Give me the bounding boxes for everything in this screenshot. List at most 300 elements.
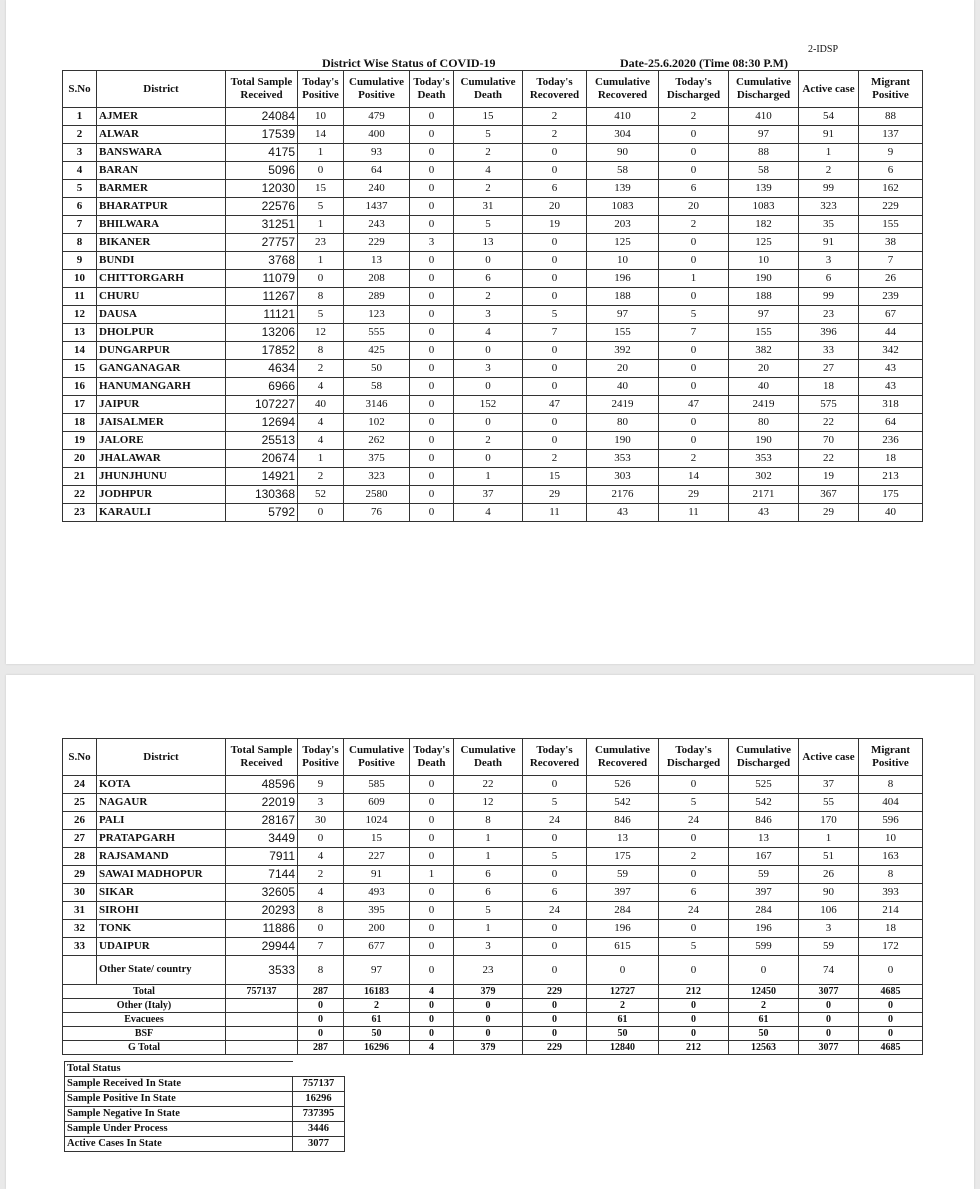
table-cell: 31	[454, 198, 523, 216]
table-cell: 6	[799, 270, 859, 288]
table-cell: 212	[659, 1041, 729, 1055]
table-cell: 40	[729, 378, 799, 396]
table-cell: 12	[298, 324, 344, 342]
table-cell: 18	[63, 414, 97, 432]
table-cell: 0	[298, 920, 344, 938]
table-cell: 1	[799, 830, 859, 848]
table-cell: 4	[298, 848, 344, 866]
table-cell: 0	[523, 378, 587, 396]
table-cell: 0	[410, 848, 454, 866]
table-cell: 8	[298, 902, 344, 920]
table-row	[63, 360, 923, 378]
table-cell: 0	[410, 776, 454, 794]
table-cell: 137	[859, 126, 923, 144]
table-cell: 12450	[729, 985, 799, 999]
district-name: BANSWARA	[97, 144, 226, 162]
summary-label: BSF	[63, 1027, 226, 1041]
district-name: JHUNJHUNU	[97, 468, 226, 486]
table-row	[63, 216, 923, 234]
table-cell: 23	[454, 956, 523, 985]
column-header: S.No	[63, 71, 97, 108]
column-header: Today's Recovered	[523, 739, 587, 776]
table-cell: 302	[729, 468, 799, 486]
table-cell: 0	[454, 414, 523, 432]
table-row	[63, 108, 923, 126]
table-cell: 0	[799, 1027, 859, 1041]
table-cell: 59	[729, 866, 799, 884]
table-cell: 15	[63, 360, 97, 378]
table-cell: 236	[859, 432, 923, 450]
table-cell: 18	[859, 920, 923, 938]
table-cell: 12030	[226, 180, 298, 198]
table-cell: 58	[729, 162, 799, 180]
table-cell: 0	[410, 999, 454, 1013]
table-cell: 382	[729, 342, 799, 360]
table-cell: 80	[587, 414, 659, 432]
table-cell: 17	[63, 396, 97, 414]
table-cell: 22	[63, 486, 97, 504]
table-cell: 208	[344, 270, 410, 288]
table-cell: 11886	[226, 920, 298, 938]
table-cell: 4	[298, 414, 344, 432]
column-header: Active case	[799, 71, 859, 108]
table-row	[63, 830, 923, 848]
table-cell: 0	[523, 920, 587, 938]
table-cell: 167	[729, 848, 799, 866]
table-cell: 20	[587, 360, 659, 378]
table-cell: 0	[298, 270, 344, 288]
table-cell: 18	[799, 378, 859, 396]
table-cell: 6	[523, 884, 587, 902]
table-cell: 40	[859, 504, 923, 522]
table-cell: 196	[587, 270, 659, 288]
table-cell: 0	[859, 1027, 923, 1041]
table-cell: 0	[454, 378, 523, 396]
table-cell: 2580	[344, 486, 410, 504]
table-cell: 410	[587, 108, 659, 126]
table-cell: 5	[659, 938, 729, 956]
district-name: JODHPUR	[97, 486, 226, 504]
table-cell: 0	[523, 432, 587, 450]
table-cell: 24	[659, 812, 729, 830]
table-cell: 526	[587, 776, 659, 794]
table-cell: 0	[523, 342, 587, 360]
table-cell: 32	[63, 920, 97, 938]
table-cell: 50	[729, 1027, 799, 1041]
table-cell: 0	[523, 144, 587, 162]
table-cell: 182	[729, 216, 799, 234]
table-row	[63, 180, 923, 198]
table-cell: 2419	[729, 396, 799, 414]
table-cell: 16	[63, 378, 97, 396]
table-cell: 3146	[344, 396, 410, 414]
table-cell: 0	[410, 144, 454, 162]
table-cell: 64	[344, 162, 410, 180]
table-cell: 3	[298, 794, 344, 812]
table-cell: 425	[344, 342, 410, 360]
column-header: Cumulative Death	[454, 71, 523, 108]
table-cell: 397	[587, 884, 659, 902]
table-cell: 20293	[226, 902, 298, 920]
district-name: ALWAR	[97, 126, 226, 144]
table-cell: 3	[454, 306, 523, 324]
table-cell: 2176	[587, 486, 659, 504]
table-cell: 0	[659, 342, 729, 360]
table-cell: 97	[729, 126, 799, 144]
table-cell: 13	[344, 252, 410, 270]
table-row	[63, 252, 923, 270]
table-cell: 397	[729, 884, 799, 902]
district-name: JALORE	[97, 432, 226, 450]
table-cell: 37	[799, 776, 859, 794]
table-cell: 1	[454, 468, 523, 486]
table-cell: 1	[298, 252, 344, 270]
table-cell: 97	[729, 306, 799, 324]
table-cell: 0	[659, 866, 729, 884]
table-cell: 0	[659, 776, 729, 794]
table-cell: 43	[729, 504, 799, 522]
table-cell: 3077	[799, 1041, 859, 1055]
table-cell: 0	[298, 504, 344, 522]
table-cell: 212	[659, 985, 729, 999]
table-cell: 16296	[344, 1041, 410, 1055]
table-cell: 29	[659, 486, 729, 504]
table-row	[63, 234, 923, 252]
table-cell: 227	[344, 848, 410, 866]
table-cell: 6	[659, 884, 729, 902]
table-cell: 13	[587, 830, 659, 848]
column-header: Cumulative Discharged	[729, 739, 799, 776]
status-row	[65, 1107, 345, 1122]
table-row	[63, 306, 923, 324]
table-cell: 19	[523, 216, 587, 234]
table-cell: 27	[799, 360, 859, 378]
table-cell: 12727	[587, 985, 659, 999]
table-cell: 188	[729, 288, 799, 306]
table-cell: 30	[298, 812, 344, 830]
table-cell: 5	[298, 198, 344, 216]
report-tag: 2-IDSP	[808, 44, 839, 55]
table-cell: 23	[298, 234, 344, 252]
table-cell: 0	[659, 1027, 729, 1041]
column-header: Today's Positive	[298, 739, 344, 776]
table-cell: 19	[63, 432, 97, 450]
table-cell: 64	[859, 414, 923, 432]
table-cell: 2	[454, 180, 523, 198]
table-cell: 99	[799, 288, 859, 306]
table-cell: 3	[799, 920, 859, 938]
table-cell: 8	[63, 234, 97, 252]
summary-label: Evacuees	[63, 1013, 226, 1027]
table-cell: 13206	[226, 324, 298, 342]
table-cell: 379	[454, 985, 523, 999]
table-cell: 0	[410, 180, 454, 198]
table-cell: 213	[859, 468, 923, 486]
table-cell	[63, 956, 97, 985]
table-cell: 2	[799, 162, 859, 180]
table-cell: 2	[454, 144, 523, 162]
district-table-part-2	[62, 738, 923, 1055]
table-cell: 0	[410, 306, 454, 324]
table-cell: 190	[729, 432, 799, 450]
table-cell: 404	[859, 794, 923, 812]
table-cell: 188	[587, 288, 659, 306]
table-cell: 8	[298, 956, 344, 985]
district-name: DHOLPUR	[97, 324, 226, 342]
district-name: JHALAWAR	[97, 450, 226, 468]
table-cell: 170	[799, 812, 859, 830]
table-row	[63, 414, 923, 432]
table-cell: 2	[659, 848, 729, 866]
district-name: PRATAPGARH	[97, 830, 226, 848]
table-cell: 2	[63, 126, 97, 144]
table-cell: 0	[298, 999, 344, 1013]
table-cell: 139	[729, 180, 799, 198]
table-cell: 0	[410, 486, 454, 504]
table-cell: 542	[587, 794, 659, 812]
table-cell	[226, 999, 298, 1013]
total-label: Total	[63, 985, 226, 999]
table-cell: 479	[344, 108, 410, 126]
table-cell: 196	[729, 920, 799, 938]
table-cell: 0	[659, 999, 729, 1013]
table-cell: 0	[523, 360, 587, 378]
column-header: Cumulative Discharged	[729, 71, 799, 108]
table-cell: 6	[454, 270, 523, 288]
table-cell: 32605	[226, 884, 298, 902]
table-cell: 6966	[226, 378, 298, 396]
table-cell: 0	[410, 504, 454, 522]
column-header: Cumulative Death	[454, 739, 523, 776]
district-name: SAWAI MADHOPUR	[97, 866, 226, 884]
table-cell: 6	[63, 198, 97, 216]
table-cell: 0	[659, 1013, 729, 1027]
status-heading: Total Status	[65, 1062, 293, 1077]
table-cell: 1	[454, 830, 523, 848]
table-cell: 54	[799, 108, 859, 126]
table-cell: 0	[298, 1027, 344, 1041]
table-cell: 23	[799, 306, 859, 324]
table-row	[63, 432, 923, 450]
table-cell: 190	[729, 270, 799, 288]
table-cell: 353	[587, 450, 659, 468]
table-cell: 24	[523, 812, 587, 830]
table-cell: 323	[799, 198, 859, 216]
table-cell: 393	[859, 884, 923, 902]
status-value: 16296	[293, 1092, 345, 1107]
table-cell: 229	[523, 1041, 587, 1055]
table-cell: 59	[587, 866, 659, 884]
table-row	[63, 126, 923, 144]
table-cell: 0	[410, 902, 454, 920]
status-label: Sample Positive In State	[65, 1092, 293, 1107]
table-cell: 1	[298, 450, 344, 468]
table-cell: 1083	[729, 198, 799, 216]
table-cell: 123	[344, 306, 410, 324]
table-cell: 2	[659, 450, 729, 468]
district-name: RAJSAMAND	[97, 848, 226, 866]
table-row	[63, 144, 923, 162]
table-cell: 55	[799, 794, 859, 812]
table-cell: 29	[799, 504, 859, 522]
table-cell: 125	[729, 234, 799, 252]
column-header: Today's Death	[410, 71, 454, 108]
table-cell: 0	[659, 144, 729, 162]
table-cell: 4	[454, 504, 523, 522]
column-header: S.No	[63, 739, 97, 776]
table-row	[63, 288, 923, 306]
table-cell: 4685	[859, 985, 923, 999]
status-label: Sample Negative In State	[65, 1107, 293, 1122]
column-header: Cumulative Positive	[344, 739, 410, 776]
table-cell: 33	[63, 938, 97, 956]
table-cell: 40	[298, 396, 344, 414]
table-cell: 20	[523, 198, 587, 216]
table-row	[63, 270, 923, 288]
table-cell: 5	[454, 126, 523, 144]
table-cell: 0	[298, 1013, 344, 1027]
table-row	[63, 342, 923, 360]
table-cell: 15	[298, 180, 344, 198]
table-cell: 20	[729, 360, 799, 378]
table-cell: 99	[799, 180, 859, 198]
table-cell: 214	[859, 902, 923, 920]
table-cell: 1083	[587, 198, 659, 216]
district-name: AJMER	[97, 108, 226, 126]
district-name: DUNGARPUR	[97, 342, 226, 360]
table-cell: 11121	[226, 306, 298, 324]
table-cell: 0	[659, 830, 729, 848]
table-cell: 22	[799, 414, 859, 432]
table-cell: 139	[587, 180, 659, 198]
table-cell: 21	[63, 468, 97, 486]
table-cell: 50	[587, 1027, 659, 1041]
table-cell: 0	[523, 252, 587, 270]
table-cell: 5	[659, 306, 729, 324]
table-cell: 0	[659, 252, 729, 270]
table-cell: 22	[799, 450, 859, 468]
table-cell: 0	[454, 252, 523, 270]
table-cell: 2	[454, 288, 523, 306]
district-name: CHITTORGARH	[97, 270, 226, 288]
table-cell: 0	[410, 432, 454, 450]
table-cell: 190	[587, 432, 659, 450]
table-cell: 0	[587, 956, 659, 985]
table-cell: 18	[859, 450, 923, 468]
table-cell: 0	[659, 414, 729, 432]
table-cell: 4	[454, 324, 523, 342]
table-cell: 0	[523, 270, 587, 288]
table-cell: 35	[799, 216, 859, 234]
column-header: Today's Death	[410, 739, 454, 776]
district-name: TONK	[97, 920, 226, 938]
table-cell: 1	[799, 144, 859, 162]
district-name: JAIPUR	[97, 396, 226, 414]
table-cell: 4	[410, 1041, 454, 1055]
table-cell: 0	[523, 162, 587, 180]
table-cell: 33	[799, 342, 859, 360]
column-header: Cumulative Positive	[344, 71, 410, 108]
table-cell: 10	[298, 108, 344, 126]
table-cell: 15	[344, 830, 410, 848]
table-row	[63, 884, 923, 902]
table-cell: 162	[859, 180, 923, 198]
table-cell: 2	[587, 999, 659, 1013]
table-cell: 10	[859, 830, 923, 848]
page-2	[6, 675, 974, 1189]
table-cell: 20	[63, 450, 97, 468]
table-cell: 91	[799, 126, 859, 144]
table-cell: 0	[523, 234, 587, 252]
table-cell: 28167	[226, 812, 298, 830]
table-cell: 2	[298, 866, 344, 884]
table-cell: 43	[859, 360, 923, 378]
status-heading-row	[65, 1062, 345, 1077]
table-cell: 2	[729, 999, 799, 1013]
table-cell: 0	[410, 108, 454, 126]
table-cell: 0	[298, 162, 344, 180]
table-cell: 5	[523, 306, 587, 324]
table-cell: 4	[298, 884, 344, 902]
table-header-row	[63, 71, 923, 108]
table-cell: 1	[298, 216, 344, 234]
status-value: 737395	[293, 1107, 345, 1122]
table-cell: 7	[63, 216, 97, 234]
district-name: PALI	[97, 812, 226, 830]
table-cell: 229	[859, 198, 923, 216]
table-cell: 15	[523, 468, 587, 486]
table-cell: 7	[859, 252, 923, 270]
column-header: Active case	[799, 739, 859, 776]
total-sample: 757137	[226, 985, 298, 999]
table-cell: 2	[659, 108, 729, 126]
table-cell: 2	[298, 360, 344, 378]
table-cell: 239	[859, 288, 923, 306]
table-cell: 27	[63, 830, 97, 848]
table-row	[63, 938, 923, 956]
table-cell: 289	[344, 288, 410, 306]
table-cell: 31251	[226, 216, 298, 234]
table-cell: 7	[298, 938, 344, 956]
table-cell: 91	[799, 234, 859, 252]
table-cell: 27757	[226, 234, 298, 252]
table-cell: 80	[729, 414, 799, 432]
table-cell: 0	[410, 794, 454, 812]
table-cell: 229	[523, 985, 587, 999]
table-cell: 318	[859, 396, 923, 414]
table-cell: 375	[344, 450, 410, 468]
table-cell: 11079	[226, 270, 298, 288]
table-cell: 47	[659, 396, 729, 414]
table-cell: 25513	[226, 432, 298, 450]
table-cell: 5096	[226, 162, 298, 180]
table-cell: 11	[523, 504, 587, 522]
table-cell	[226, 1027, 298, 1041]
district-name: DAUSA	[97, 306, 226, 324]
table-cell: 2	[454, 432, 523, 450]
page-1	[6, 0, 974, 664]
status-value: 3446	[293, 1122, 345, 1137]
table-cell: 50	[344, 1027, 410, 1041]
table-cell: 0	[729, 956, 799, 985]
table-cell: 24084	[226, 108, 298, 126]
summary-label: Other (Italy)	[63, 999, 226, 1013]
table-cell: 2419	[587, 396, 659, 414]
table-cell: 4685	[859, 1041, 923, 1055]
table-cell: 303	[587, 468, 659, 486]
table-cell: 30	[63, 884, 97, 902]
table-cell: 97	[344, 956, 410, 985]
